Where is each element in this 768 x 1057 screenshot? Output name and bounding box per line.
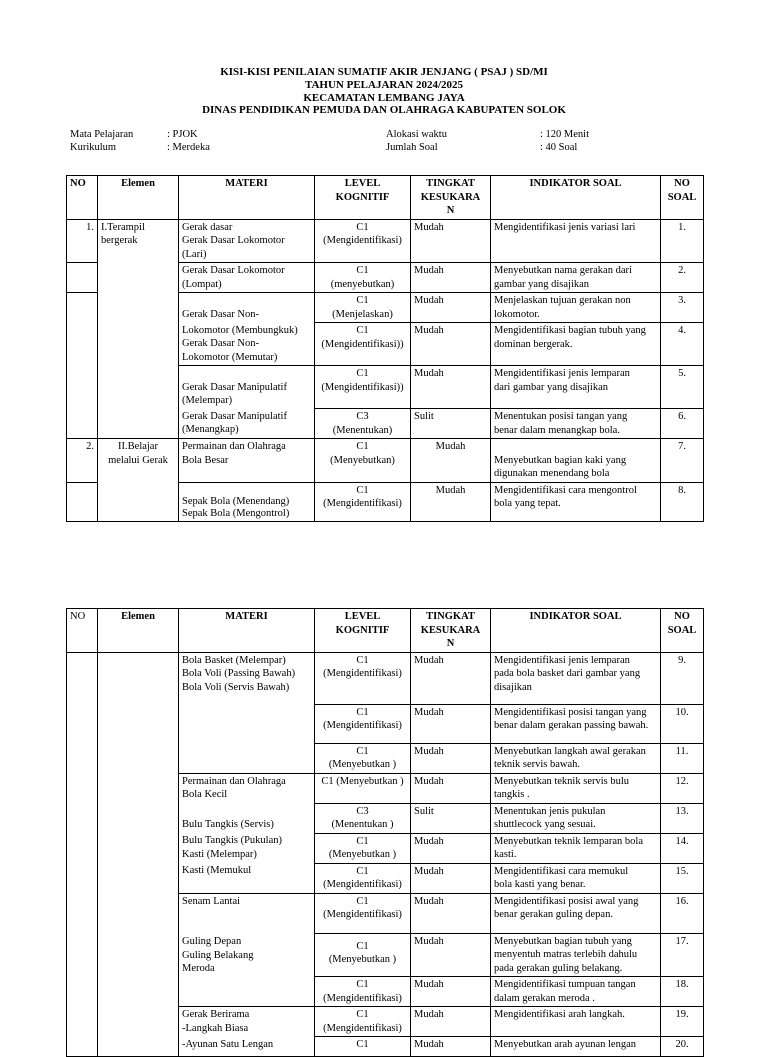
tingkat-cell: Mudah xyxy=(411,323,491,366)
tingkat-cell: Mudah xyxy=(411,482,491,521)
level-cell: C1 (Mengidentifikasi)) xyxy=(315,323,411,366)
table-row xyxy=(67,219,704,263)
materi-cell: Gerak dasar Gerak Dasar Lokomotor (Lari) xyxy=(179,219,315,263)
level-cell: C1 (Mengidentifikasi) xyxy=(315,219,411,263)
materi-cell: Senam Lantai xyxy=(179,893,315,933)
materi-cell: -Ayunan Satu Lengan xyxy=(179,1037,315,1057)
tingkat-cell: Mudah xyxy=(411,743,491,773)
table-row xyxy=(67,803,704,833)
table-row xyxy=(67,1007,704,1037)
table-row xyxy=(67,263,704,293)
alokasi-value: : 120 Menit xyxy=(540,129,589,140)
row-number xyxy=(67,263,98,293)
level-cell: C1 (Mengidentifikasi) xyxy=(315,893,411,933)
table-row xyxy=(67,1037,704,1057)
elemen-cell xyxy=(98,893,179,933)
table-row xyxy=(67,863,704,893)
materi-cell: Gerak Berirama -Langkah Biasa xyxy=(179,1007,315,1037)
indikator-cell: Mengidentifikasi cara mengontrol bola yang tepat. xyxy=(491,482,661,521)
tingkat-cell: Mudah xyxy=(411,893,491,933)
materi-cell: Lokomotor (Membungkuk) Gerak Dasar Non- Lokomotor (Memutar) xyxy=(179,323,315,366)
jumlah-label: Jumlah Soal xyxy=(386,142,438,153)
soal-number: 4. xyxy=(661,323,704,366)
soal-number: 17. xyxy=(661,933,704,977)
level-cell: C1 (Mengidentifikasi) xyxy=(315,977,411,1007)
elemen-cell xyxy=(98,366,179,409)
table-row xyxy=(67,482,704,521)
level-cell: C1 (Mengidentifikasi)) xyxy=(315,366,411,409)
doc-title-line-1: KISI-KISI PENILAIAN SUMATIF AKIR JENJANG ( PSAJ ) SD/MI xyxy=(220,66,548,78)
tingkat-cell: Mudah xyxy=(411,833,491,863)
soal-number: 5. xyxy=(661,366,704,409)
table-row xyxy=(67,893,704,933)
col-header-level: LEVEL KOGNITIF xyxy=(315,609,411,653)
doc-title-line-3: KECAMATAN LEMBANG JAYA xyxy=(303,92,465,104)
row-number: 2. xyxy=(67,439,98,483)
kurikulum-label: Kurikulum xyxy=(70,142,117,153)
soal-number: 3. xyxy=(661,293,704,323)
elemen-cell xyxy=(98,704,179,743)
materi-cell xyxy=(179,704,315,743)
col-header-tingkat: TINGKAT KESUKARA N xyxy=(411,609,491,653)
table-row xyxy=(67,704,704,743)
col-header-materi: MATERI xyxy=(179,609,315,653)
materi-cell: Sepak Bola (Menendang) Sepak Bola (Mengontrol) xyxy=(179,482,315,521)
indikator-cell: Mengidentifikasi jenis lemparan pada bola basket dari gambar yang disajikan xyxy=(491,652,661,704)
indikator-cell: Mengidentifikasi arah langkah. xyxy=(491,1007,661,1037)
row-number xyxy=(67,977,98,1007)
col-header-tingkat: TINGKAT KESUKARA N xyxy=(411,176,491,220)
soal-number: 2. xyxy=(661,263,704,293)
soal-number: 8. xyxy=(661,482,704,521)
level-cell: C1 (Mengidentifikasi) xyxy=(315,1007,411,1037)
materi-cell: Permainan dan Olahraga Bola Kecil xyxy=(179,773,315,803)
table-row xyxy=(67,293,704,323)
elemen-cell xyxy=(98,743,179,773)
level-cell: C1 (Menyebutkan) xyxy=(315,439,411,483)
elemen-cell xyxy=(98,263,179,293)
tingkat-cell: Mudah xyxy=(411,977,491,1007)
table-row xyxy=(67,366,704,409)
table-header-row xyxy=(67,176,704,220)
indikator-cell: Menyebutkan nama gerakan dari gambar yang disajikan xyxy=(491,263,661,293)
indikator-cell: Menyebutkan bagian tubuh yang menyentuh matras terlebih dahulu pada gerakan guling belakang. xyxy=(491,933,661,977)
elemen-cell xyxy=(98,773,179,803)
materi-cell: Gerak Dasar Lokomotor (Lompat) xyxy=(179,263,315,293)
row-number xyxy=(67,933,98,977)
elemen-cell: II.Belajar melalui Gerak xyxy=(98,439,179,483)
level-cell: C1 xyxy=(315,1037,411,1057)
table-row xyxy=(67,323,704,366)
indikator-cell: Menyebutkan arah ayunan lengan xyxy=(491,1037,661,1057)
level-cell: C1 (Menyebutkan ) xyxy=(315,933,411,977)
row-number: 1. xyxy=(67,219,98,263)
materi-cell: Gerak Dasar Manipulatif (Menangkap) xyxy=(179,409,315,439)
table-row xyxy=(67,439,704,483)
row-number xyxy=(67,366,98,409)
materi-cell: Bulu Tangkis (Pukulan) Kasti (Melempar) xyxy=(179,833,315,863)
kisi-table-1 xyxy=(66,175,704,522)
level-cell: C1 (menyebutkan) xyxy=(315,263,411,293)
soal-number: 15. xyxy=(661,863,704,893)
indikator-cell: Mengidentifikasi posisi tangan yang benar dalam gerakan passing bawah. xyxy=(491,704,661,743)
soal-number: 11. xyxy=(661,743,704,773)
level-cell: C1 (Mengidentifikasi) xyxy=(315,704,411,743)
kisi-table-2 xyxy=(66,608,704,1057)
table-row xyxy=(67,933,704,977)
tingkat-cell: Mudah xyxy=(411,704,491,743)
col-header-elemen: Elemen xyxy=(98,176,179,220)
row-number xyxy=(67,743,98,773)
table-header-row xyxy=(67,609,704,653)
indikator-cell: Mengidentifikasi cara memukul bola kasti yang benar. xyxy=(491,863,661,893)
level-cell: C1 (Mengidentifikasi) xyxy=(315,482,411,521)
col-header-level: LEVEL KOGNITIF xyxy=(315,176,411,220)
row-number xyxy=(67,1037,98,1057)
level-cell: C1 (Mengidentifikasi) xyxy=(315,863,411,893)
soal-number: 18. xyxy=(661,977,704,1007)
indikator-cell: Menyebutkan bagian kaki yang digunakan menendang bola xyxy=(491,439,661,483)
tingkat-cell: Mudah xyxy=(411,773,491,803)
indikator-cell: Menentukan jenis pukulan shuttlecock yang sesuai. xyxy=(491,803,661,833)
elemen-cell xyxy=(98,482,179,521)
materi-cell: Guling Depan Guling Belakang Meroda xyxy=(179,933,315,977)
materi-cell: Gerak Dasar Manipulatif (Melempar) xyxy=(179,366,315,409)
tingkat-cell: Mudah xyxy=(411,366,491,409)
kurikulum-value: : Merdeka xyxy=(167,142,210,153)
soal-number: 12. xyxy=(661,773,704,803)
tingkat-cell: Mudah xyxy=(411,263,491,293)
table-row xyxy=(67,743,704,773)
mapel-value: : PJOK xyxy=(167,129,198,140)
indikator-cell: Mengidentifikasi bagian tubuh yang dominan bergerak. xyxy=(491,323,661,366)
soal-number: 13. xyxy=(661,803,704,833)
row-number xyxy=(67,863,98,893)
col-header-nosoal: NO SOAL xyxy=(661,609,704,653)
indikator-cell: Mengidentifikasi tumpuan tangan dalam gerakan meroda . xyxy=(491,977,661,1007)
soal-number: 9. xyxy=(661,652,704,704)
materi-cell: Bulu Tangkis (Servis) xyxy=(179,803,315,833)
tingkat-cell: Sulit xyxy=(411,803,491,833)
level-cell: C1 (Menyebutkan ) xyxy=(315,743,411,773)
tingkat-cell: Mudah xyxy=(411,652,491,704)
row-number xyxy=(67,293,98,323)
col-header-no: NO xyxy=(67,609,98,653)
indikator-cell: Menyebutkan langkah awal gerakan teknik servis bawah. xyxy=(491,743,661,773)
row-number xyxy=(67,323,98,366)
table-row xyxy=(67,652,704,704)
level-cell: C3 (Menentukan) xyxy=(315,409,411,439)
row-number xyxy=(67,833,98,863)
col-header-materi: MATERI xyxy=(179,176,315,220)
mapel-label: Mata Pelajaran xyxy=(70,129,134,140)
row-number xyxy=(67,409,98,439)
elemen-cell xyxy=(98,833,179,863)
col-header-nosoal: NO SOAL xyxy=(661,176,704,220)
indikator-cell: Menyebutkan teknik lemparan bola kasti. xyxy=(491,833,661,863)
materi-cell: Kasti (Memukul xyxy=(179,863,315,893)
row-number xyxy=(67,1007,98,1037)
materi-cell: Gerak Dasar Non- xyxy=(179,293,315,323)
tingkat-cell: Mudah xyxy=(411,1007,491,1037)
indikator-cell: Menentukan posisi tangan yang benar dalam menangkap bola. xyxy=(491,409,661,439)
doc-title-line-2: TAHUN PELAJARAN 2024/2025 xyxy=(304,79,464,91)
table-row xyxy=(67,409,704,439)
table-row xyxy=(67,977,704,1007)
level-cell: C1 (Menjelaskan) xyxy=(315,293,411,323)
materi-cell: Permainan dan Olahraga Bola Besar xyxy=(179,439,315,483)
soal-number: 19. xyxy=(661,1007,704,1037)
elemen-cell xyxy=(98,977,179,1007)
soal-number: 7. xyxy=(661,439,704,483)
row-number xyxy=(67,803,98,833)
materi-cell: Bola Basket (Melempar) Bola Voli (Passing Bawah) Bola Voli (Servis Bawah) xyxy=(179,652,315,704)
soal-number: 14. xyxy=(661,833,704,863)
level-cell: C1 (Menyebutkan ) xyxy=(315,833,411,863)
elemen-cell xyxy=(98,652,179,704)
jumlah-value: : 40 Soal xyxy=(540,142,578,153)
indikator-cell: Mengidentifikasi posisi awal yang benar gerakan guling depan. xyxy=(491,893,661,933)
tingkat-cell: Mudah xyxy=(411,933,491,977)
indikator-cell: Menyebutkan teknik servis bulu tangkis . xyxy=(491,773,661,803)
elemen-cell xyxy=(98,1007,179,1037)
soal-number: 10. xyxy=(661,704,704,743)
col-header-indikator: INDIKATOR SOAL xyxy=(491,609,661,653)
indikator-cell: Mengidentifikasi jenis lemparan dari gambar yang disajikan xyxy=(491,366,661,409)
tingkat-cell: Mudah xyxy=(411,293,491,323)
table-row xyxy=(67,773,704,803)
table-row xyxy=(67,833,704,863)
elemen-cell xyxy=(98,409,179,439)
col-header-indikator: INDIKATOR SOAL xyxy=(491,176,661,220)
row-number xyxy=(67,652,98,704)
soal-number: 6. xyxy=(661,409,704,439)
tingkat-cell: Sulit xyxy=(411,409,491,439)
row-number xyxy=(67,773,98,803)
row-number xyxy=(67,893,98,933)
alokasi-label: Alokasi waktu xyxy=(386,129,447,140)
elemen-cell xyxy=(98,863,179,893)
elemen-cell xyxy=(98,933,179,977)
elemen-cell: I.Terampil bergerak xyxy=(98,219,179,263)
elemen-cell xyxy=(98,803,179,833)
tingkat-cell: Mudah xyxy=(411,1037,491,1057)
tingkat-cell: Mudah xyxy=(411,863,491,893)
tingkat-cell: Mudah xyxy=(411,439,491,483)
tingkat-cell: Mudah xyxy=(411,219,491,263)
indikator-cell: Mengidentifikasi jenis variasi lari xyxy=(491,219,661,263)
materi-cell xyxy=(179,977,315,1007)
elemen-cell xyxy=(98,293,179,323)
materi-cell xyxy=(179,743,315,773)
doc-title-line-4: DINAS PENDIDIKAN PEMUDA DAN OLAHRAGA KABUPATEN SOLOK xyxy=(202,104,566,116)
col-header-elemen: Elemen xyxy=(98,609,179,653)
level-cell: C1 (Mengidentifikasi) xyxy=(315,652,411,704)
soal-number: 1. xyxy=(661,219,704,263)
level-cell: C3 (Menentukan ) xyxy=(315,803,411,833)
level-cell: C1 (Menyebutkan ) xyxy=(315,773,411,803)
row-number xyxy=(67,704,98,743)
indikator-cell: Menjelaskan tujuan gerakan non lokomotor. xyxy=(491,293,661,323)
elemen-cell xyxy=(98,323,179,366)
soal-number: 16. xyxy=(661,893,704,933)
col-header-no: NO xyxy=(67,176,98,220)
elemen-cell xyxy=(98,1037,179,1057)
row-number xyxy=(67,482,98,521)
soal-number: 20. xyxy=(661,1037,704,1057)
